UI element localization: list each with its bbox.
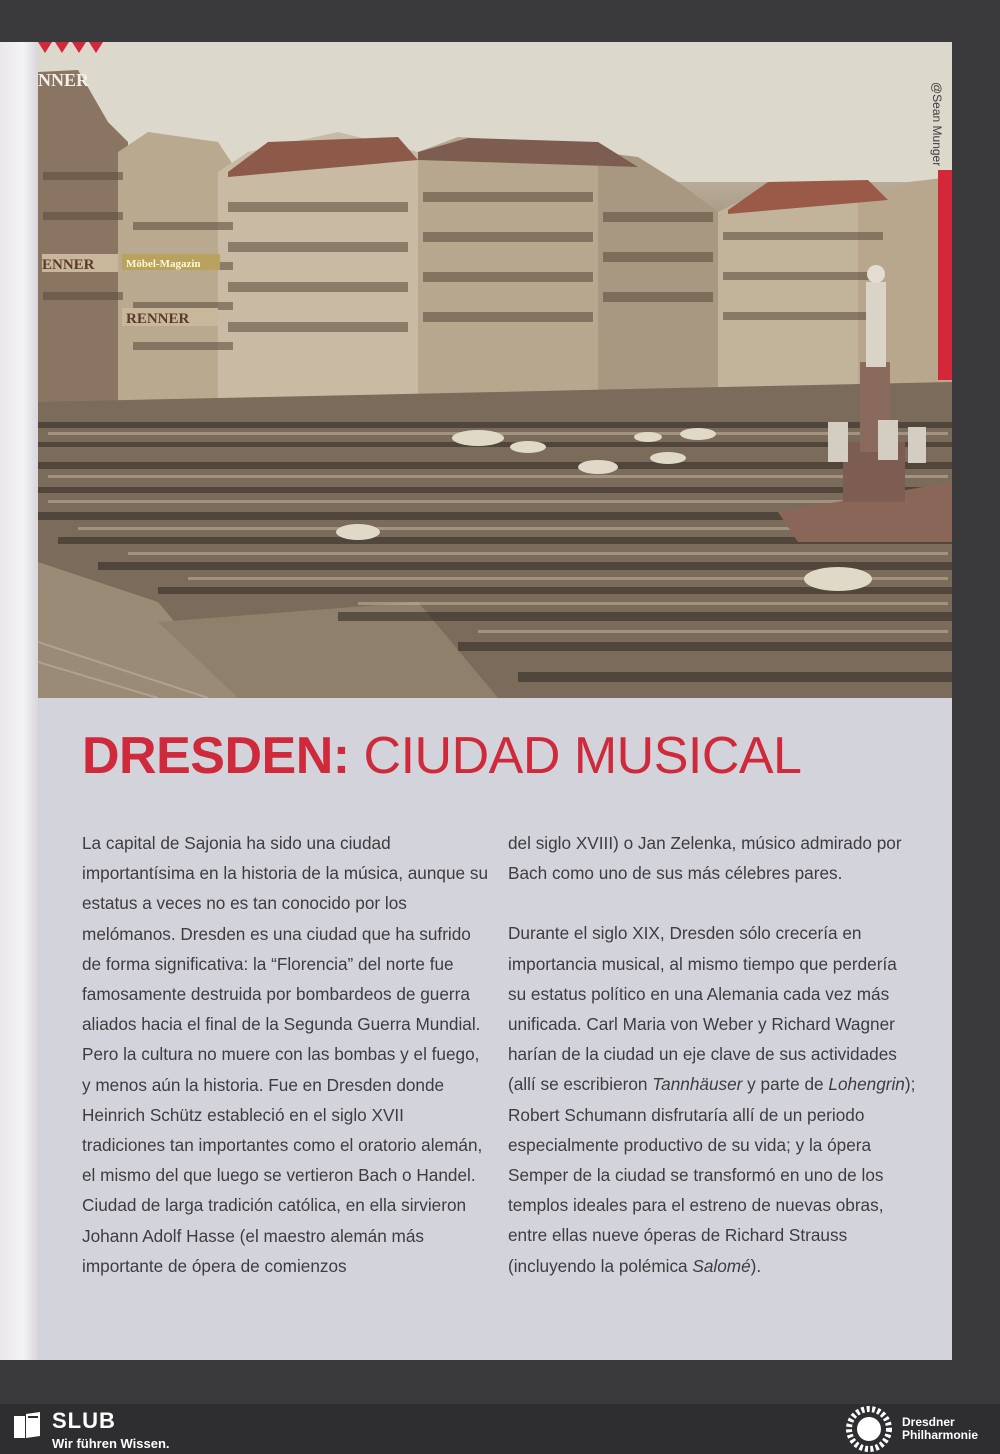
paragraph-3-text-b: y parte de (742, 1074, 829, 1095)
sign-furniture: Möbel-Magazin (126, 258, 201, 270)
sign-top: NNER (38, 70, 90, 90)
partner-name (902, 1416, 998, 1442)
article-title-bold: DRESDEN: (82, 727, 350, 785)
accent-red-bar (938, 170, 952, 380)
article-title (82, 724, 801, 788)
partner-name-line1: Dresdner (902, 1415, 955, 1429)
photo-credit: @Sean Munger (930, 82, 944, 167)
dresdner-philharmonie-logo-icon (842, 1405, 896, 1453)
triangle-marker-icon (38, 42, 108, 58)
opera-title-salome: Salomé (692, 1255, 751, 1276)
text-column-right (508, 828, 916, 1311)
slub-name: SLUB (52, 1408, 116, 1433)
photo-illustration (38, 42, 952, 698)
partner-name-line2: Philharmonie (902, 1428, 979, 1442)
paragraph-3-text-a: Durante el siglo XIX, Dresden sólo crecería en importancia musical, al mismo tiempo que perdería su estatus político en una Alemania cada vez más unificada. Carl Maria von Weber y Richard Wagner harían de la ciudad un eje clave de sus actividades (allí se escribieron (508, 923, 897, 1095)
opera-title-tannhauser: Tannhäuser (652, 1074, 743, 1095)
dresden-market-photo (38, 42, 952, 698)
paragraph-2: del siglo XVIII) o Jan Zelenka, músico admirado por Bach como uno de sus más célebres pares. (508, 833, 902, 884)
paragraph-3 (508, 918, 916, 1280)
paragraph-3-text-c: ); Robert Schumann disfrutaría allí de un periodo especialmente productivo de su vida; y la ópera Semper de la ciudad se transformó en uno de los templos ideales para el estreno de nuevas obras, entre ellas nueve óperas de Richard Strauss (incluyendo la polémica (508, 1074, 916, 1276)
text-column-left (82, 828, 490, 1311)
paragraph-3-text-d: ). (750, 1255, 762, 1276)
sign-enner: ENNER (42, 257, 95, 273)
opera-title-lohengrin: Lohengrin (828, 1074, 905, 1095)
article-title-light: CIUDAD MUSICAL (363, 727, 802, 785)
page-content (38, 42, 952, 1360)
sign-renner: RENNER (126, 311, 190, 327)
paragraph-1: La capital de Sajonia ha sido una ciudad importantísima en la historia de la música, aunque su estatus a veces no es tan conocido por los melómanos. Dresden es una ciudad que ha sufrido de forma significativa: la “Florencia” del norte fue famosamente destruida por bombardeos de guerra aliados hacia el final de la Segunda Guerra Mundial. Pero la cultura no muere con las bombas y el fuego, y menos aún la historia. Fue en Dresden donde Heinrich Schütz estableció en el siglo XVII tradiciones tan importantes como el oratorio alemán, el mismo del que luego se vertieron Bach o Handel. Ciudad de larga tradición católica, en ella sirvieron Johann Adolf Hasse (el maestro alemán más importante de ópera de comienzos (82, 833, 489, 1276)
footer-bar (0, 1404, 1000, 1454)
facing-page-edge (0, 42, 38, 1360)
slub-book-icon (12, 1410, 44, 1442)
magazine-page (0, 42, 952, 1360)
slub-tagline: Wir führen Wissen. (52, 1436, 170, 1451)
